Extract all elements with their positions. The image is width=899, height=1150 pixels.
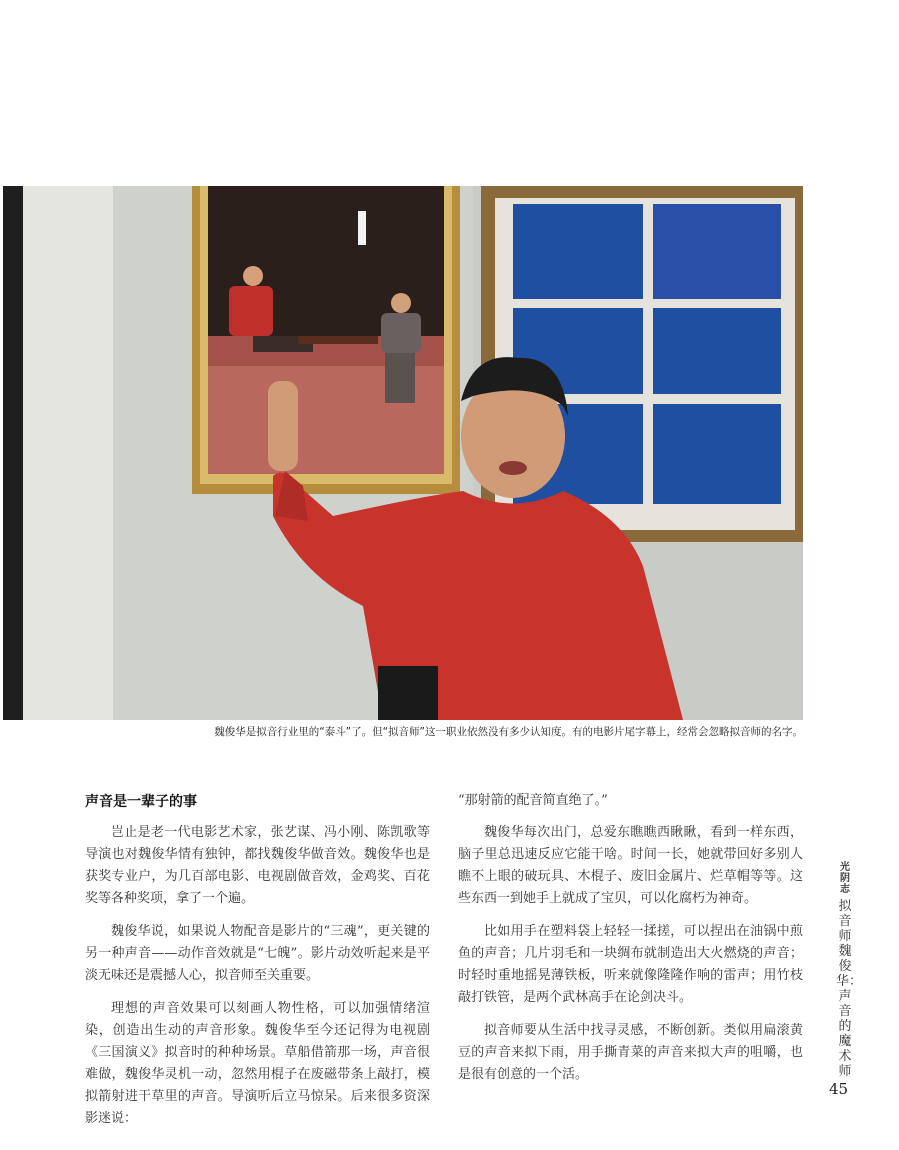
paragraph: 魏俊华说，如果说人物配音是影片的“三魂”，更关键的另一种声音——动作音效就是“七魄”。影片动效听起来是平淡无味还是震撼人心，拟音师至关重要。: [85, 924, 430, 983]
column-name: 光阴志: [840, 862, 850, 895]
paragraph: 比如用手在塑料袋上轻轻一揉搓，可以捏出在油锅中煎鱼的声音；几片羽毛和一块绸布就制造出大火燃烧的声音；时轻时重地摇晃薄铁板，听来就像隆隆作响的雷声；用竹枝敲打铁管，是两个武林高手在论剑决斗。: [458, 924, 803, 1005]
paragraph-continued: “那射箭的配音简直绝了。”: [458, 793, 608, 808]
section-heading: 声音是一辈子的事: [85, 794, 197, 810]
page-number: 45: [829, 1080, 849, 1098]
article-column-left: [85, 790, 430, 1141]
article-photo: [3, 186, 803, 720]
paragraph: 魏俊华每次出门，总爱东瞧瞧西瞅瞅，看到一样东西，脑子里总迅速反应它能干啥。时间一长，她就带回好多别人瞧不上眼的破玩具、木棍子、废旧金属片、烂草帽等等。这些东西一到她手上就成了宝贝，可以化腐朽为神奇。: [458, 825, 803, 906]
paragraph: 理想的声音效果可以刻画人物性格，可以加强情绪渲染，创造出生动的声音形象。魏俊华至今还记得为电视剧《三国演义》拟音时的种种场景。草船借箭那一场，声音很难做，魏俊华灵机一动，忽然用棍子在废磁带条上敲打，模拟箭射进干草里的声音。导演听后立马惊呆。后来很多资深影迷说：: [85, 1001, 430, 1126]
photo-caption: 魏俊华是拟音行业里的“泰斗”了。但“拟音师”这一职业依然没有多少认知度。有的电影片尾字幕上，经常会忽略拟音师的名字。: [214, 726, 803, 738]
paragraph: 拟音师要从生活中找寻灵感，不断创新。类似用扁滚黄豆的声音来拟下雨，用手撕青菜的声音来拟大声的咀嚼，也是很有创意的一个活。: [458, 1023, 803, 1082]
running-header-vertical: [836, 862, 863, 1079]
photo-illustration: [3, 186, 803, 720]
paragraph: 岂止是老一代电影艺术家，张艺谋、冯小刚、陈凯歌等导演也对魏俊华情有独钟，都找魏俊华做音效。魏俊华也是获奖专业户，为几百部电影、电视剧做音效，金鸡奖、百花奖等各种奖项，拿了一个遍。: [85, 825, 430, 906]
running-title: 拟音师魏俊华：声音的魔术师: [836, 899, 863, 1079]
article-column-right: [458, 790, 803, 1097]
